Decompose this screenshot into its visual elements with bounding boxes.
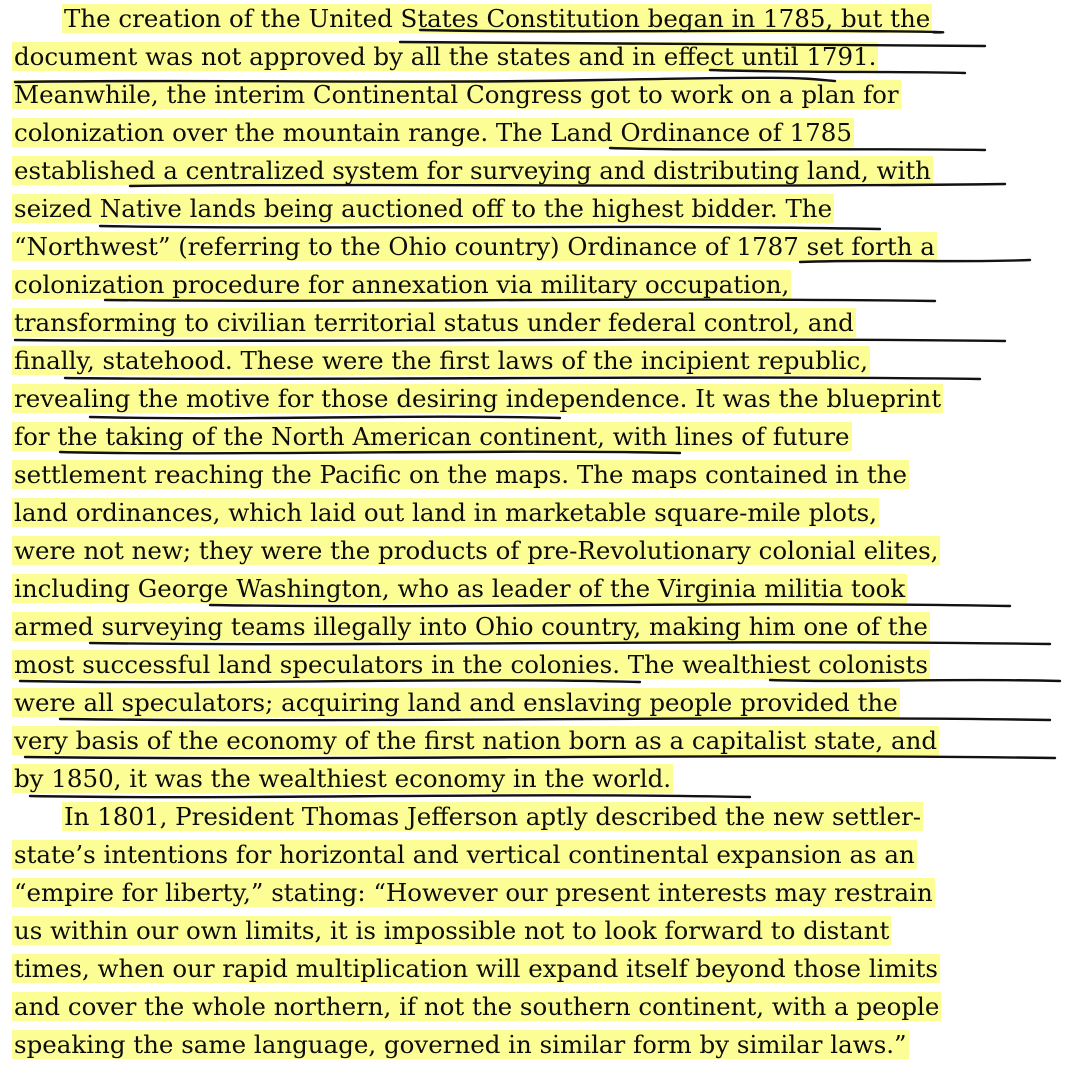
highlighted-text: state’s intentions for horizontal and vertical continental expansion as an bbox=[14, 840, 915, 869]
text-line bbox=[12, 912, 891, 950]
highlighted-text: established a centralized system for surveying and distributing land, with bbox=[14, 156, 931, 185]
highlighted-text: document was not approved by all the states and in effect until 1791. bbox=[14, 42, 877, 71]
text-line bbox=[12, 1026, 909, 1064]
highlighted-text: most successful land speculators in the colonies. The wealthiest colonists bbox=[14, 650, 928, 679]
highlighted-text: colonization procedure for annexation via military occupation, bbox=[14, 270, 790, 299]
highlighted-text: In 1801, President Thomas Jefferson aptly described the new settler- bbox=[64, 802, 922, 831]
text-line bbox=[12, 38, 878, 76]
text-line bbox=[12, 380, 943, 418]
highlighted-text: and cover the whole northern, if not the southern continent, with a people bbox=[14, 992, 940, 1021]
text-line bbox=[12, 342, 870, 380]
highlighted-text: “Northwest” (referring to the Ohio country) Ordinance of 1787 set forth a bbox=[14, 232, 935, 261]
text-line bbox=[12, 950, 940, 988]
highlighted-text: were all speculators; acquiring land and enslaving people provided the bbox=[14, 688, 898, 717]
text-line bbox=[12, 304, 856, 342]
text-line bbox=[12, 114, 854, 152]
text-line bbox=[12, 570, 907, 608]
text-line bbox=[12, 646, 930, 684]
text-line bbox=[12, 988, 941, 1026]
highlighted-text: us within our own limits, it is impossible not to look forward to distant bbox=[14, 916, 890, 945]
highlighted-text: The creation of the United States Constitution began in 1785, but the bbox=[64, 4, 931, 33]
highlighted-text: times, when our rapid multiplication will expand itself beyond those limits bbox=[14, 954, 938, 983]
text-line bbox=[12, 760, 673, 798]
highlighted-text: land ordinances, which laid out land in marketable square-mile plots, bbox=[14, 498, 878, 527]
highlighted-text: by 1850, it was the wealthiest economy in the world. bbox=[14, 764, 672, 793]
highlighted-text: “empire for liberty,” stating: “However our present interests may restrain bbox=[14, 878, 933, 907]
text-line bbox=[12, 874, 935, 912]
highlighted-text: revealing the motive for those desiring independence. It was the blueprint bbox=[14, 384, 942, 413]
text-line bbox=[12, 494, 879, 532]
text-line bbox=[12, 684, 900, 722]
highlighted-text: speaking the same language, governed in similar form by similar laws.” bbox=[14, 1030, 907, 1059]
highlighted-text: were not new; they were the products of pre-Revolutionary colonial elites, bbox=[14, 536, 939, 565]
text-line bbox=[12, 722, 939, 760]
text-line bbox=[12, 608, 930, 646]
text-line bbox=[12, 532, 940, 570]
highlighted-text: Meanwhile, the interim Continental Congress got to work on a plan for bbox=[14, 80, 899, 109]
text-line bbox=[12, 228, 937, 266]
text-line bbox=[12, 836, 917, 874]
text-line bbox=[12, 190, 834, 228]
highlighted-text: settlement reaching the Pacific on the maps. The maps contained in the bbox=[14, 460, 907, 489]
text-line bbox=[62, 798, 923, 836]
highlighted-text: very basis of the economy of the first nation born as a capitalist state, and bbox=[14, 726, 938, 755]
highlighted-text: colonization over the mountain range. The Land Ordinance of 1785 bbox=[14, 118, 852, 147]
highlighted-text: transforming to civilian territorial status under federal control, and bbox=[14, 308, 854, 337]
text-line bbox=[12, 418, 852, 456]
highlighted-text: seized Native lands being auctioned off to the highest bidder. The bbox=[14, 194, 833, 223]
text-line bbox=[12, 76, 901, 114]
text-line bbox=[12, 266, 791, 304]
highlighted-text: finally, statehood. These were the first laws of the incipient republic, bbox=[14, 346, 869, 375]
text-line bbox=[12, 456, 909, 494]
highlighted-text: for the taking of the North American continent, with lines of future bbox=[14, 422, 850, 451]
text-line bbox=[12, 152, 933, 190]
highlighted-text: including George Washington, who as leader of the Virginia militia took bbox=[14, 574, 906, 603]
text-line bbox=[62, 0, 1072, 38]
highlighted-text: armed surveying teams illegally into Ohio country, making him one of the bbox=[14, 612, 928, 641]
